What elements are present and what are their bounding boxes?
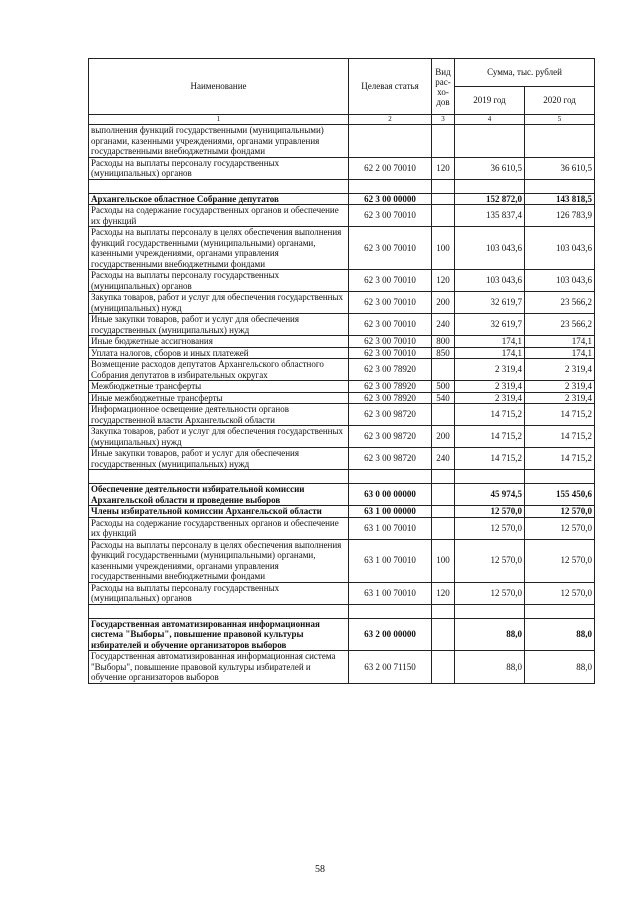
- target-code-cell: 63 2 00 71150: [349, 651, 432, 684]
- header-kind-line3: хо-: [437, 86, 449, 97]
- target-code-cell: 62 3 00 78920: [349, 381, 432, 393]
- target-code-cell: 62 2 00 70010: [349, 157, 432, 179]
- spacer-cell: [525, 179, 595, 193]
- row-name-cell: Расходы на выплаты персоналу в целях обеспечения выполнения функций государственными (муниципальными) органами, казенными учреждениями, органами управления государственными внебюджетными фондами: [89, 539, 349, 582]
- target-code-cell: 62 3 00 70010: [349, 336, 432, 348]
- amount-2019-cell: 12 570,0: [455, 539, 525, 582]
- row-name-cell: Государственная автоматизированная информационная система "Выборы", повышение правовой культуры избирателей и обучение организаторов выборов: [89, 651, 349, 684]
- expense-kind-cell: 850: [432, 347, 455, 359]
- amount-2020-cell: 12 570,0: [525, 539, 595, 582]
- expense-kind-cell: [432, 205, 455, 227]
- spacer-cell: [89, 470, 349, 484]
- spacer-cell: [349, 470, 432, 484]
- amount-2020-cell: 12 570,0: [525, 517, 595, 539]
- table-row: [89, 651, 595, 684]
- section-row: [89, 506, 595, 518]
- amount-2019-cell: 174,1: [455, 347, 525, 359]
- amount-2019-cell: 14 715,2: [455, 404, 525, 426]
- row-name-cell: Иные закупки товаров, работ и услуг для обеспечения государственных (муниципальных) нужд: [89, 314, 349, 336]
- expense-kind-cell: 200: [432, 292, 455, 314]
- target-code-cell: 63 1 00 00000: [349, 506, 432, 518]
- row-name-cell: Уплата налогов, сборов и иных платежей: [89, 347, 349, 359]
- header-kind-line1: Вид: [435, 66, 451, 77]
- row-name-cell: Расходы на содержание государственных органов и обеспечение их функций: [89, 205, 349, 227]
- amount-2020-cell: 14 715,2: [525, 448, 595, 470]
- spacer-cell: [89, 604, 349, 618]
- amount-2020-cell: 36 610,5: [525, 157, 595, 179]
- row-name-cell: Закупка товаров, работ и услуг для обеспечения государственных (муниципальных) нужд: [89, 426, 349, 448]
- target-code-cell: 62 3 00 98720: [349, 448, 432, 470]
- row-name-cell: Члены избирательной комиссии Архангельской области: [89, 506, 349, 518]
- amount-2019-cell: 12 570,0: [455, 517, 525, 539]
- spacer-row: [89, 604, 595, 618]
- target-code-cell: 62 3 00 70010: [349, 270, 432, 292]
- column-number: 4: [455, 115, 525, 125]
- amount-2020-cell: 88,0: [525, 651, 595, 684]
- column-number: 3: [432, 115, 455, 125]
- amount-2019-cell: 32 619,7: [455, 292, 525, 314]
- spacer-cell: [349, 179, 432, 193]
- table-row: [89, 125, 595, 158]
- header-kind-line2: рас-: [435, 76, 451, 87]
- amount-2020-cell: 174,1: [525, 336, 595, 348]
- table-row: [89, 404, 595, 426]
- amount-2019-cell: 174,1: [455, 336, 525, 348]
- amount-2020-cell: 14 715,2: [525, 426, 595, 448]
- spacer-cell: [432, 604, 455, 618]
- page-number: 58: [315, 864, 325, 875]
- amount-2020-cell: 12 570,0: [525, 582, 595, 604]
- table-row: [89, 347, 595, 359]
- amount-2020-cell: [525, 125, 595, 158]
- header-target: Целевая статья: [349, 59, 432, 115]
- amount-2019-cell: 14 715,2: [455, 426, 525, 448]
- column-number: 1: [89, 115, 349, 125]
- target-code-cell: 62 3 00 98720: [349, 404, 432, 426]
- expense-kind-cell: 200: [432, 426, 455, 448]
- table-row: [89, 392, 595, 404]
- row-name-cell: Иные межбюджетные трансферты: [89, 392, 349, 404]
- amount-2019-cell: 14 715,2: [455, 448, 525, 470]
- spacer-row: [89, 470, 595, 484]
- row-name-cell: Возмещение расходов депутатов Архангельского областного Собрания депутатов в избирательных округах: [89, 359, 349, 381]
- spacer-cell: [455, 179, 525, 193]
- expense-kind-cell: [432, 193, 455, 205]
- spacer-cell: [349, 604, 432, 618]
- target-code-cell: 62 3 00 98720: [349, 426, 432, 448]
- header-kind-line4: дов: [436, 96, 450, 107]
- expense-kind-cell: [432, 506, 455, 518]
- table-row: [89, 314, 595, 336]
- table-row: [89, 426, 595, 448]
- header-year-2020: 2020 год: [525, 87, 595, 115]
- amount-2019-cell: 12 570,0: [455, 582, 525, 604]
- amount-2019-cell: 2 319,4: [455, 359, 525, 381]
- table-row: [89, 336, 595, 348]
- row-name-cell: Межбюджетные трансферты: [89, 381, 349, 393]
- target-code-cell: 62 3 00 70010: [349, 205, 432, 227]
- table-row: [89, 270, 595, 292]
- expense-kind-cell: 500: [432, 381, 455, 393]
- spacer-cell: [525, 604, 595, 618]
- expense-kind-cell: 100: [432, 539, 455, 582]
- row-name-cell: Иные бюджетные ассигнования: [89, 336, 349, 348]
- section-row: [89, 618, 595, 651]
- amount-2020-cell: 155 450,6: [525, 484, 595, 506]
- row-name-cell: Иные закупки товаров, работ и услуг для обеспечения государственных (муниципальных) нужд: [89, 448, 349, 470]
- table-row: [89, 292, 595, 314]
- amount-2020-cell: 143 818,5: [525, 193, 595, 205]
- target-code-cell: 62 3 00 00000: [349, 193, 432, 205]
- amount-2020-cell: 23 566,2: [525, 292, 595, 314]
- header-year-2019: 2019 год: [455, 87, 525, 115]
- amount-2020-cell: 23 566,2: [525, 314, 595, 336]
- expense-kind-cell: 240: [432, 448, 455, 470]
- section-row: [89, 193, 595, 205]
- row-name-cell: Расходы на содержание государственных органов и обеспечение их функций: [89, 517, 349, 539]
- amount-2019-cell: 152 872,0: [455, 193, 525, 205]
- amount-2020-cell: 2 319,4: [525, 392, 595, 404]
- amount-2019-cell: 103 043,6: [455, 227, 525, 270]
- amount-2019-cell: 12 570,0: [455, 506, 525, 518]
- budget-table: [88, 58, 595, 684]
- target-code-cell: 63 1 00 70010: [349, 582, 432, 604]
- section-row: [89, 484, 595, 506]
- amount-2019-cell: 103 043,6: [455, 270, 525, 292]
- spacer-cell: [432, 470, 455, 484]
- expense-kind-cell: 120: [432, 582, 455, 604]
- column-number: 2: [349, 115, 432, 125]
- expense-kind-cell: 800: [432, 336, 455, 348]
- amount-2019-cell: 135 837,4: [455, 205, 525, 227]
- table-row: [89, 381, 595, 393]
- amount-2020-cell: 2 319,4: [525, 359, 595, 381]
- header-sum: Сумма, тыс. рублей: [455, 59, 595, 87]
- expense-kind-cell: [432, 651, 455, 684]
- amount-2019-cell: 32 619,7: [455, 314, 525, 336]
- row-name-cell: Государственная автоматизированная информационная система "Выборы", повышение правовой культуры избирателей и обучение организаторов выборов: [89, 618, 349, 651]
- table-row: [89, 517, 595, 539]
- row-name-cell: Архангельское областное Собрание депутатов: [89, 193, 349, 205]
- amount-2019-cell: 88,0: [455, 651, 525, 684]
- expense-kind-cell: 120: [432, 157, 455, 179]
- header-name: Наименование: [89, 59, 349, 115]
- target-code-cell: 63 1 00 70010: [349, 517, 432, 539]
- amount-2020-cell: 103 043,6: [525, 227, 595, 270]
- table-row: [89, 448, 595, 470]
- amount-2019-cell: 88,0: [455, 618, 525, 651]
- spacer-cell: [455, 604, 525, 618]
- column-number: 5: [525, 115, 595, 125]
- target-code-cell: 63 2 00 00000: [349, 618, 432, 651]
- row-name-cell: выполнения функций государственными (муниципальными) органами, казенными учреждениями, органами управления государственными внебюджетными фондами: [89, 125, 349, 158]
- amount-2019-cell: [455, 125, 525, 158]
- amount-2020-cell: 174,1: [525, 347, 595, 359]
- expense-kind-cell: [432, 517, 455, 539]
- table-row: [89, 227, 595, 270]
- expense-kind-cell: 100: [432, 227, 455, 270]
- amount-2020-cell: 2 319,4: [525, 381, 595, 393]
- expense-kind-cell: 540: [432, 392, 455, 404]
- row-name-cell: Обеспечение деятельности избирательной комиссии Архангельской области и проведение выборов: [89, 484, 349, 506]
- amount-2019-cell: 2 319,4: [455, 392, 525, 404]
- expense-kind-cell: [432, 359, 455, 381]
- table-row: [89, 157, 595, 179]
- row-name-cell: Закупка товаров, работ и услуг для обеспечения государственных (муниципальных) нужд: [89, 292, 349, 314]
- expense-kind-cell: [432, 484, 455, 506]
- row-name-cell: Расходы на выплаты персоналу государственных (муниципальных) органов: [89, 582, 349, 604]
- target-code-cell: [349, 125, 432, 158]
- table-row: [89, 582, 595, 604]
- row-name-cell: Расходы на выплаты персоналу в целях обеспечения выполнения функций государственными (муниципальными) органами, казенными учреждениями, органами управления государственными внебюджетными фондами: [89, 227, 349, 270]
- target-code-cell: 62 3 00 70010: [349, 227, 432, 270]
- target-code-cell: 62 3 00 70010: [349, 347, 432, 359]
- target-code-cell: 62 3 00 78920: [349, 359, 432, 381]
- table-body: [89, 125, 595, 684]
- expense-kind-cell: [432, 404, 455, 426]
- target-code-cell: 62 3 00 70010: [349, 292, 432, 314]
- spacer-cell: [89, 179, 349, 193]
- amount-2020-cell: 88,0: [525, 618, 595, 651]
- expense-kind-cell: [432, 618, 455, 651]
- row-name-cell: Расходы на выплаты персоналу государственных (муниципальных) органов: [89, 157, 349, 179]
- amount-2019-cell: 36 610,5: [455, 157, 525, 179]
- table-row: [89, 359, 595, 381]
- spacer-cell: [432, 179, 455, 193]
- target-code-cell: 63 0 00 00000: [349, 484, 432, 506]
- column-numbers-row: [89, 115, 595, 125]
- expense-kind-cell: 240: [432, 314, 455, 336]
- amount-2020-cell: 126 783,9: [525, 205, 595, 227]
- spacer-cell: [455, 470, 525, 484]
- table-row: [89, 205, 595, 227]
- target-code-cell: 63 1 00 70010: [349, 539, 432, 582]
- table-row: [89, 539, 595, 582]
- spacer-row: [89, 179, 595, 193]
- expense-kind-cell: 120: [432, 270, 455, 292]
- target-code-cell: 62 3 00 70010: [349, 314, 432, 336]
- row-name-cell: Информационное освещение деятельности органов государственной власти Архангельской области: [89, 404, 349, 426]
- target-code-cell: 62 3 00 78920: [349, 392, 432, 404]
- spacer-cell: [525, 470, 595, 484]
- amount-2019-cell: 45 974,5: [455, 484, 525, 506]
- amount-2020-cell: 12 570,0: [525, 506, 595, 518]
- row-name-cell: Расходы на выплаты персоналу государственных (муниципальных) органов: [89, 270, 349, 292]
- amount-2020-cell: 14 715,2: [525, 404, 595, 426]
- header-kind: [432, 59, 455, 115]
- amount-2019-cell: 2 319,4: [455, 381, 525, 393]
- amount-2020-cell: 103 043,6: [525, 270, 595, 292]
- expense-kind-cell: [432, 125, 455, 158]
